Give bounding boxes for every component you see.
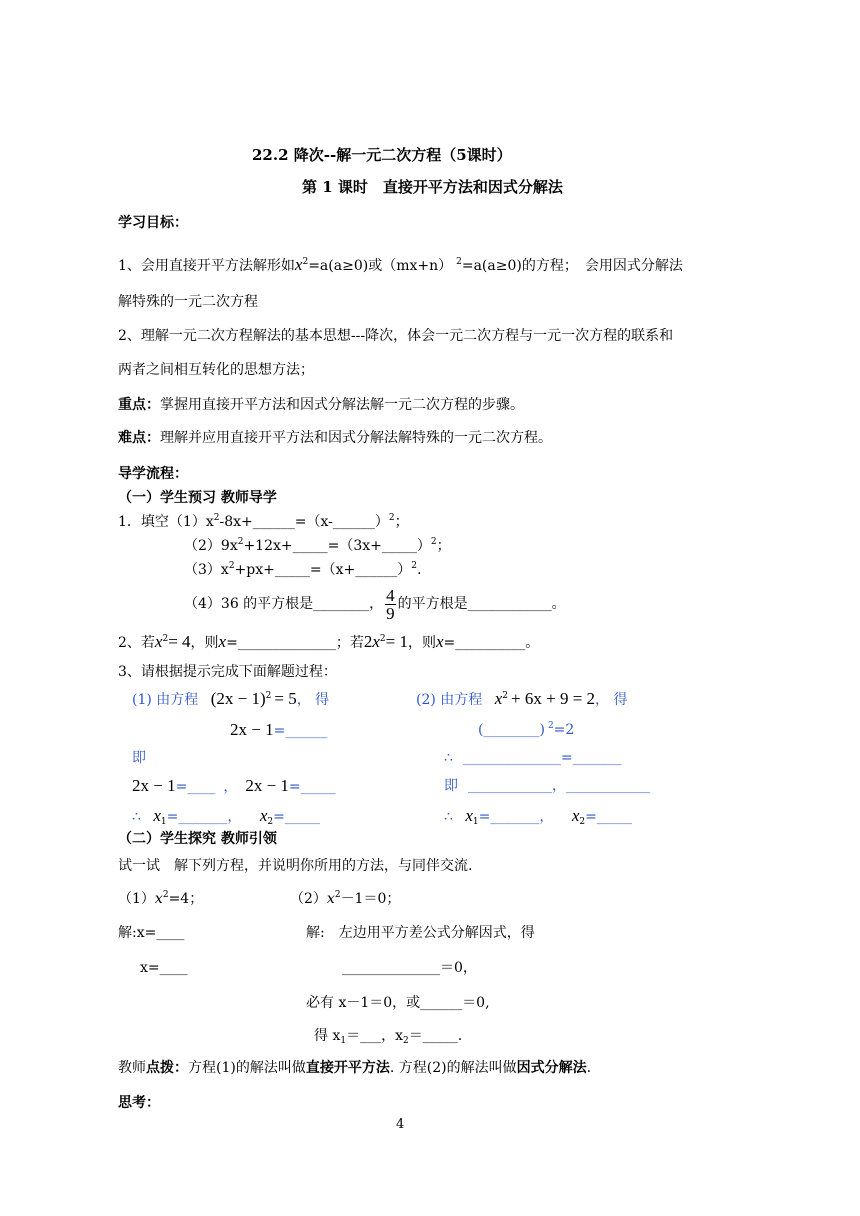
problem-2-statement: (2) 由方程 $x^2 + 6x + 9 = 2$， 得 <box>416 689 628 708</box>
try-it-prompt: 试一试 解下列方程，并说明你所用的方法，与同伴交流. <box>118 858 473 874</box>
goal-1-line-1: 1、会用直接开平方法解形如$x^2=a(a\ge 0)$或（mx+n） $^2$=a(a≥0)的方程； 会用因式分解法 <box>118 255 683 274</box>
goal-1-line-2: 解特殊的一元二次方程 <box>118 294 258 310</box>
problem-2-step-1: (________) $^2$=2 <box>478 721 575 738</box>
exercise-2: $(2)x^2-1=0$； <box>290 890 401 907</box>
goal-2-line-1: 2、理解一元二次方程解法的基本思想---降次，体会一元二次方程与一元一次方程的联系和 <box>118 328 674 344</box>
problem-2-step-2: ∴ ______________=_______ <box>444 750 622 766</box>
flow-heading: 导学流程： <box>118 466 188 482</box>
think-heading: 思考： <box>118 1095 160 1111</box>
problem-1-ji: 即 <box>132 750 146 766</box>
problem-1-result: ∴ $x_1=\_\_\_\_\_\_\_$， $x_2=\_\_\_\_\_$ <box>132 806 320 827</box>
problem-1-step-1: 2x − 1=______ <box>230 720 328 739</box>
lesson-subtitle: 第 1 课时 直接开平方法和因式分解法 <box>302 178 563 196</box>
goal-2-line-2: 两者之间相互转化的思想方法； <box>118 362 314 378</box>
goals-heading: 学习目标： <box>118 215 188 231</box>
solution-1-line-1: 解:x=____ <box>118 925 185 941</box>
solution-1-line-2: x=____ <box>140 960 188 976</box>
page-title: 22.2 降次--解一元二次方程（5课时） <box>252 146 512 164</box>
page-number: 4 <box>396 1117 405 1132</box>
problem-2-step-3: 即 ____________，____________ <box>444 778 650 794</box>
solution-2-line-2: ______________＝0， <box>342 960 477 976</box>
fraction-4-9: $\frac{4}{9}$ <box>386 585 395 623</box>
section-2-heading: （二）学生探究 教师引领 <box>118 831 277 847</box>
solution-2-line-3: 必有 x－1＝0，或______＝0, <box>306 995 490 1011</box>
section-1-heading: （一）学生预习 教师导学 <box>118 490 277 506</box>
exercise-1: $(1)x^2=4$； <box>118 890 204 907</box>
question-3: 3、请根据提示完成下面解题过程： <box>118 664 337 680</box>
question-2: 2、若$x^2= 4$，则x=______________；若$2x^2= 1$，则x=__________。 <box>118 632 540 651</box>
fill-item-2: $(2)9x^2+12x+\_\_\_\_\_=(3x+\_\_\_\_\_)^2$； <box>184 537 451 554</box>
fill-item-4: （4）36 的平方根是________， $\frac{4}{9}$ 的平方根是____________。 <box>184 585 566 623</box>
problem-1-statement: (1) 由方程 $(2x - 1)^2 = 5$， 得 <box>132 689 330 708</box>
problem-2-result: ∴ $x_1=\_\_\_\_\_\_\_$， $x_2=\_\_\_\_\_$ <box>444 806 632 827</box>
fill-item-1: 1．填空$(1)x^2-8x+\_\_\_\_\_\_=(x-\_\_\_\_\_\_)^2$； <box>118 513 409 530</box>
teacher-tip: 教师点拨：方程(1)的解法叫做直接开平方法. 方程(2)的解法叫做因式分解法. <box>118 1060 592 1076</box>
problem-1-step-2: 2x − 1=____ ， 2x − 1=_____ <box>132 776 336 795</box>
solution-2-line-4: 得 $x_1=\_\_\_$，$x_2=\_\_\_\_\_$. <box>314 1028 463 1046</box>
fill-item-3: $(3)x^2+px+\_\_\_\_\_=(x+\_\_\_\_\_\_)^2$. <box>184 561 422 578</box>
difficult-point: 难点：理解并应用直接开平方法和因式分解法解特殊的一元二次方程。 <box>118 430 552 446</box>
solution-2-line-1: 解: 左边用平方差公式分解因式，得 <box>306 925 535 941</box>
key-point: 重点：掌握用直接开平方法和因式分解法解一元二次方程的步骤。 <box>118 397 524 413</box>
